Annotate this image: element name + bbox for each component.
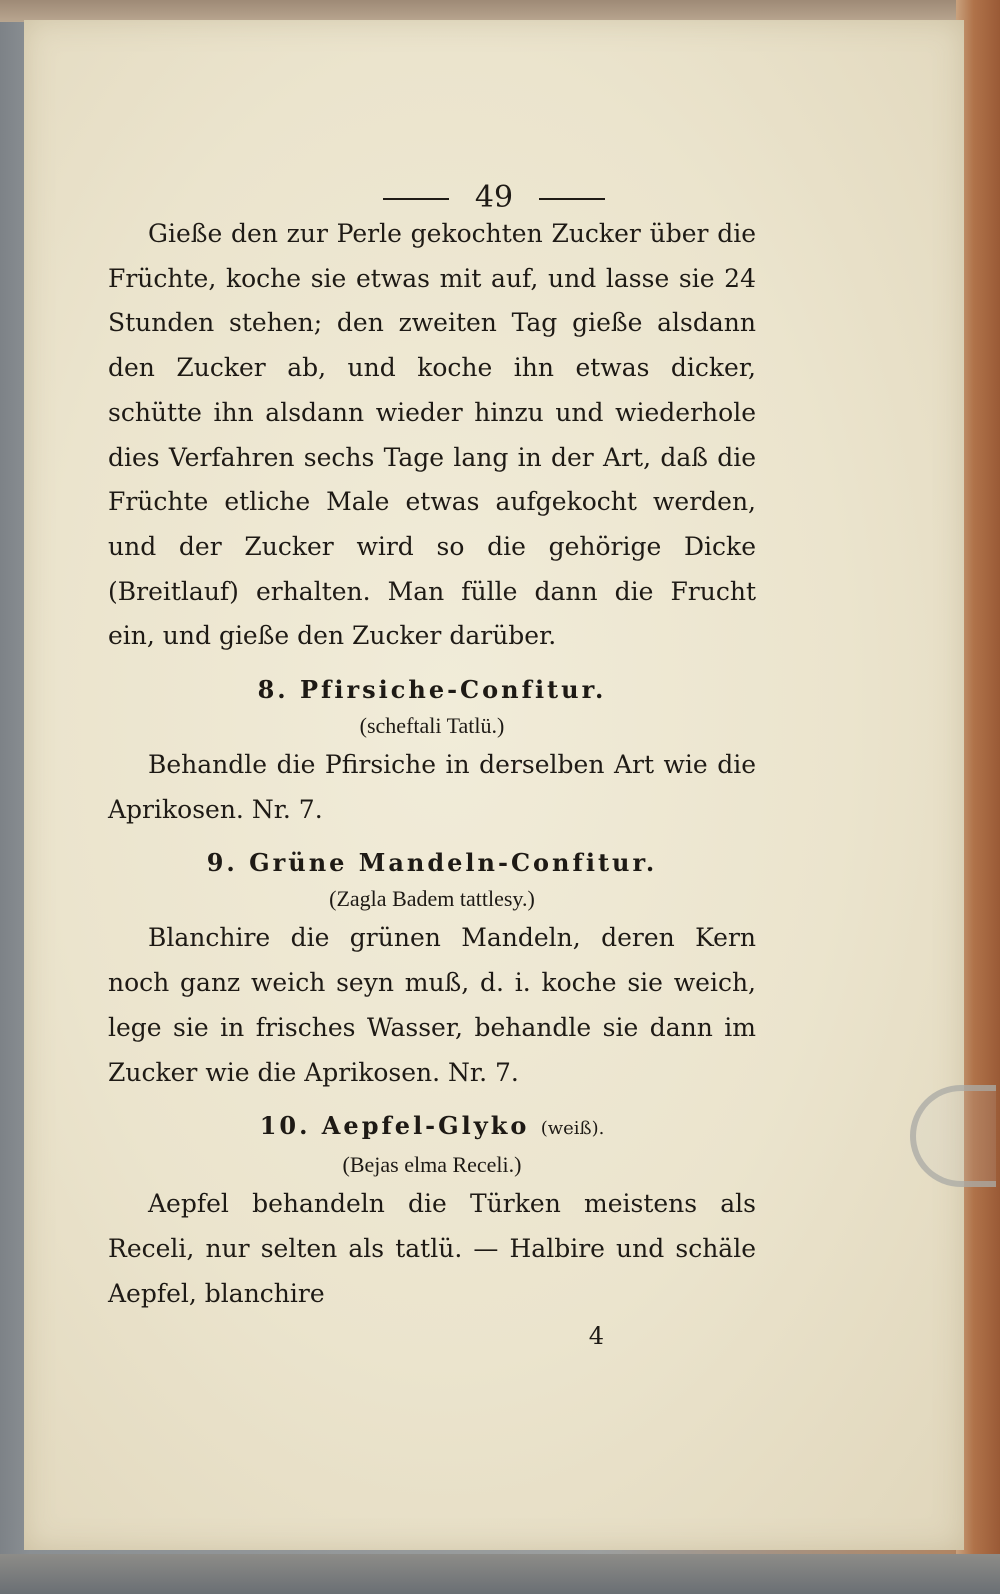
header-dash-right (539, 198, 605, 200)
page-header (24, 180, 964, 215)
page-number: 49 (474, 180, 514, 215)
page-content (108, 212, 756, 1356)
section-subtitle-9: (Zagla Badem tattlesy.) (329, 886, 535, 912)
paragraph-9: Blanchire die grünen Mandeln, deren Kern noch ganz weich seyn muß, d. i. koche sie weich, lege sie in frisches Wasser, behandle sie dann im Zucker wie die Aprikosen. Nr. 7. (108, 923, 756, 1087)
section-heading-10-title: 10. Aepfel-Glyko (259, 1111, 530, 1141)
paragraph-continuation: Gieße den zur Perle gekochten Zucker über die Früchte, koche sie etwas mit auf, und lasse sie 24 Stunden stehen; den zweiten Tag gieße alsdann den Zucker ab, und koche ihn etwas dicker, schütte ihn alsdann wieder hinzu und wiederhole dies Verfahren sechs Tage lang in der Art, daß die Früchte etliche Male etwas aufgekocht werden, und der Zucker wird so die gehörige Dicke (Breitlauf) erhalten. Man fülle dann die Frucht ein, und gieße den Zucker darüber. (108, 219, 756, 651)
section-heading-10 (108, 1107, 756, 1148)
signature-mark: 4 (588, 1322, 604, 1351)
cover-edge-top (0, 0, 1000, 22)
paragraph-8: Behandle die Pfirsiche in derselben Art wie die Aprikosen. Nr. 7. (108, 750, 756, 824)
header-dash-left (383, 198, 449, 200)
section-heading-10-note: (weiß). (540, 1118, 605, 1140)
section-heading-9: 9. Grüne Mandeln-Confitur. (206, 848, 658, 878)
section-heading-8: 8. Pfirsiche-Confitur. (257, 675, 607, 705)
section-subtitle-10: (Bejas elma Receli.) (342, 1152, 522, 1178)
cover-edge-bottom (0, 1554, 1000, 1594)
paragraph-10: Aepfel behandeln die Türken meistens als Receli, nur selten als tatlü. — Halbire und schäle Aepfel, blanchire (108, 1189, 756, 1308)
section-subtitle-8: (scheftali Tatlü.) (359, 713, 505, 739)
